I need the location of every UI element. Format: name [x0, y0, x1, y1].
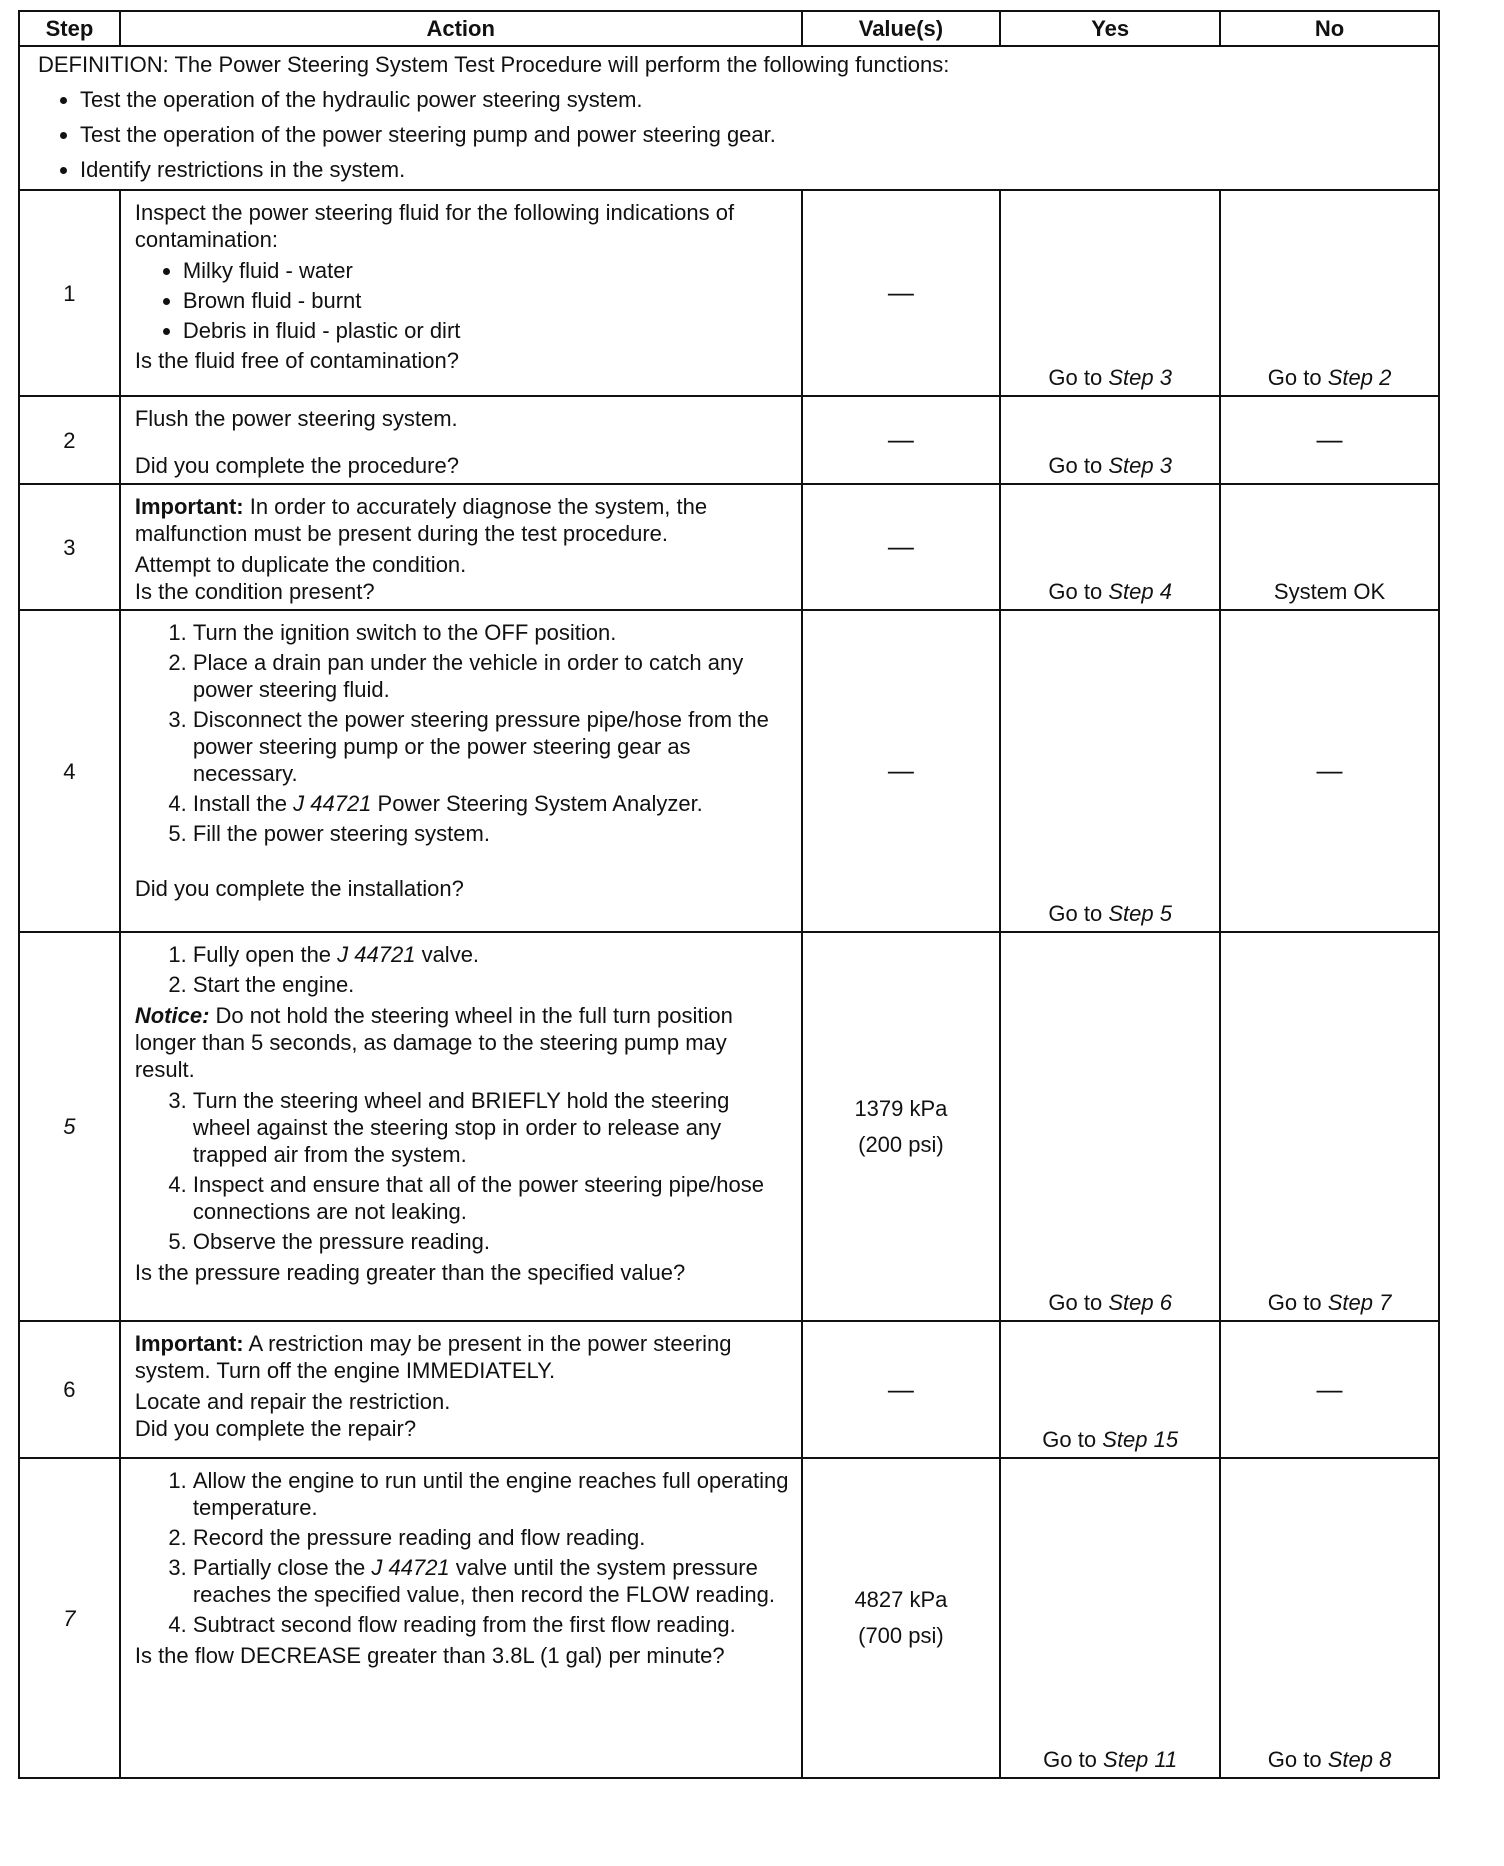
yes-go-to: Go to	[1048, 1290, 1109, 1315]
action-item: 1. Allow the engine to run until the engine reaches full operating temperature.	[193, 1467, 791, 1521]
step-value	[802, 484, 1001, 610]
yes-go-to: Go to	[1048, 365, 1109, 390]
item-text: valve.	[415, 942, 480, 967]
value-psi: (700 psi)	[858, 1623, 944, 1648]
step-no	[1220, 1321, 1439, 1458]
no-dash: —	[1316, 424, 1343, 454]
step-number: 4	[19, 610, 120, 932]
header-values: Value(s)	[802, 11, 1001, 46]
definition-row	[19, 46, 1439, 190]
definition-item: • Test the operation of the hydraulic power steering system.	[80, 86, 1426, 113]
step-row-7	[19, 1458, 1439, 1778]
definition-list	[38, 86, 1426, 183]
diagnostic-table	[18, 10, 1440, 1779]
no-step-link[interactable]: Step 2	[1327, 365, 1392, 390]
no-step-link[interactable]: Step 8	[1327, 1747, 1392, 1772]
action-text: Flush the power steering system.	[134, 406, 458, 431]
step-number: 5	[19, 932, 120, 1321]
step-number: 2	[19, 396, 120, 484]
action-steps	[135, 941, 791, 998]
step-yes	[1000, 1458, 1220, 1778]
step-row-3	[19, 484, 1439, 610]
step-no	[1220, 610, 1439, 932]
yes-step-link[interactable]: Step 4	[1108, 579, 1172, 604]
action-item: 4. Subtract second flow reading from the first flow reading.	[193, 1611, 791, 1638]
step-yes	[1000, 396, 1220, 484]
yes-go-to: Go to	[1048, 901, 1109, 926]
action-item: 3. Disconnect the power steering pressure pipe/hose from the power steering pump or the power steering gear as necessary.	[193, 706, 791, 787]
step-yes	[1000, 190, 1220, 396]
step-yes	[1000, 1321, 1220, 1458]
action-item: • Milky fluid - water	[183, 257, 791, 284]
no-dash: —	[1316, 755, 1343, 785]
value-dash: —	[887, 424, 914, 454]
action-text: Locate and repair the restriction.	[134, 1389, 451, 1414]
step-yes	[1000, 932, 1220, 1321]
step-no	[1220, 1458, 1439, 1778]
yes-step-link[interactable]: Step 6	[1108, 1290, 1172, 1315]
tool-reference: J 44721	[337, 942, 416, 967]
step-no	[1220, 932, 1439, 1321]
yes-go-to: Go to	[1042, 1427, 1103, 1452]
step-no	[1220, 484, 1439, 610]
definition-item: • Identify restrictions in the system.	[80, 156, 1426, 183]
step-action	[120, 190, 802, 396]
no-go-to: Go to	[1267, 1290, 1328, 1315]
action-question: Is the flow DECREASE greater than 3.8L (1 gal) per minute?	[134, 1643, 725, 1668]
value-psi: (200 psi)	[858, 1131, 944, 1157]
item-text: Install the	[192, 791, 294, 816]
important-text: In order to accurately diagnose the system, the malfunction must be present during the test procedure.	[134, 494, 708, 546]
action-question: Is the pressure reading greater than the specified value?	[134, 1260, 686, 1285]
value-kpa: 4827 kPa	[854, 1587, 948, 1612]
item-text: valve until the system pressure reaches the specified value, then record the FLOW reading.	[192, 1555, 775, 1607]
important-label: Important:	[134, 494, 244, 519]
step-action	[120, 610, 802, 932]
action-steps	[135, 619, 791, 847]
step-yes	[1000, 484, 1220, 610]
no-result: System OK	[1273, 579, 1386, 604]
item-text: Fully open the	[192, 942, 338, 967]
action-item: 3. Turn the steering wheel and BRIEFLY hold the steering wheel against the steering stop in order to release any trapped air from the system.	[193, 1087, 791, 1168]
step-number: 3	[19, 484, 120, 610]
action-question: Is the fluid free of contamination?	[134, 348, 459, 373]
action-list	[135, 257, 791, 344]
value-dash: —	[887, 1373, 914, 1404]
action-item: 2. Record the pressure reading and flow reading.	[193, 1524, 791, 1551]
action-item: 5. Fill the power steering system.	[193, 820, 791, 847]
important-text: A restriction may be present in the power steering system. Turn off the engine IMMEDIATELY.	[134, 1331, 732, 1383]
action-item	[193, 790, 791, 817]
action-text: Inspect the power steering fluid for the following indications of contamination:	[134, 200, 735, 252]
header-no: No	[1220, 11, 1439, 46]
action-steps	[135, 1467, 791, 1638]
header-row	[19, 11, 1439, 46]
yes-step-link[interactable]: Step 15	[1102, 1427, 1179, 1452]
step-number: 1	[19, 190, 120, 396]
step-value	[802, 1458, 1001, 1778]
step-action	[120, 484, 802, 610]
notice-label: Notice:	[134, 1003, 210, 1028]
important-label: Important:	[134, 1331, 244, 1356]
value-kpa: 1379 kPa	[854, 1095, 948, 1121]
no-go-to: Go to	[1267, 365, 1328, 390]
step-value	[802, 190, 1001, 396]
action-question: Is the condition present?	[134, 579, 375, 604]
yes-go-to: Go to	[1048, 579, 1109, 604]
header-step: Step	[19, 11, 120, 46]
item-text: Power Steering System Analyzer.	[371, 791, 703, 816]
tool-reference: J 44721	[371, 1555, 450, 1580]
no-dash: —	[1316, 1373, 1343, 1404]
value-dash: —	[887, 531, 914, 561]
step-yes	[1000, 610, 1220, 932]
notice-text: Do not hold the steering wheel in the full turn position longer than 5 seconds, as damage to the steering pump may result.	[134, 1003, 733, 1082]
tool-reference: J 44721	[293, 791, 372, 816]
step-action	[120, 932, 802, 1321]
yes-step-link[interactable]: Step 11	[1103, 1747, 1178, 1772]
action-question: Did you complete the installation?	[134, 876, 464, 901]
important-note	[135, 1330, 791, 1384]
action-item: • Debris in fluid - plastic or dirt	[183, 317, 791, 344]
action-text: Attempt to duplicate the condition.	[134, 552, 467, 577]
no-step-link[interactable]: Step 7	[1327, 1290, 1392, 1315]
yes-go-to: Go to	[1043, 1747, 1104, 1772]
action-steps	[135, 1087, 791, 1255]
definition-cell	[19, 46, 1439, 190]
step-action	[120, 396, 802, 484]
step-action	[120, 1458, 802, 1778]
action-item	[193, 941, 791, 968]
value-dash: —	[887, 277, 914, 307]
definition-intro: DEFINITION: The Power Steering System Test Procedure will perform the following functions:	[38, 52, 950, 77]
action-item	[193, 1554, 791, 1608]
step-row-5	[19, 932, 1439, 1321]
step-no	[1220, 396, 1439, 484]
action-item: 5. Observe the pressure reading.	[193, 1228, 791, 1255]
step-no	[1220, 190, 1439, 396]
action-item: • Brown fluid - burnt	[183, 287, 791, 314]
step-row-6	[19, 1321, 1439, 1458]
notice-note	[135, 1002, 791, 1083]
yes-go-to: Go to	[1048, 453, 1109, 478]
step-value	[802, 610, 1001, 932]
action-question: Did you complete the repair?	[134, 1416, 417, 1441]
step-value	[802, 932, 1001, 1321]
yes-step-link[interactable]: Step 5	[1108, 901, 1172, 926]
action-item: 2. Start the engine.	[193, 971, 791, 998]
value-dash: —	[887, 755, 914, 785]
step-action	[120, 1321, 802, 1458]
step-row-4	[19, 610, 1439, 932]
step-row-1	[19, 190, 1439, 396]
action-item: 2. Place a drain pan under the vehicle in order to catch any power steering fluid.	[193, 649, 791, 703]
definition-item: • Test the operation of the power steering pump and power steering gear.	[80, 121, 1426, 148]
step-number: 6	[19, 1321, 120, 1458]
header-action: Action	[120, 11, 802, 46]
action-item: 1. Turn the ignition switch to the OFF position.	[193, 619, 791, 646]
item-text: Partially close the	[192, 1555, 372, 1580]
step-number: 7	[19, 1458, 120, 1778]
step-value	[802, 396, 1001, 484]
no-go-to: Go to	[1267, 1747, 1328, 1772]
step-value	[802, 1321, 1001, 1458]
action-question: Did you complete the procedure?	[134, 453, 459, 478]
step-row-2	[19, 396, 1439, 484]
important-note	[135, 493, 791, 547]
action-item: 4. Inspect and ensure that all of the power steering pipe/hose connections are not leaking.	[193, 1171, 791, 1225]
header-yes: Yes	[1000, 11, 1220, 46]
yes-step-link[interactable]: Step 3	[1108, 453, 1172, 478]
yes-step-link[interactable]: Step 3	[1108, 365, 1172, 390]
